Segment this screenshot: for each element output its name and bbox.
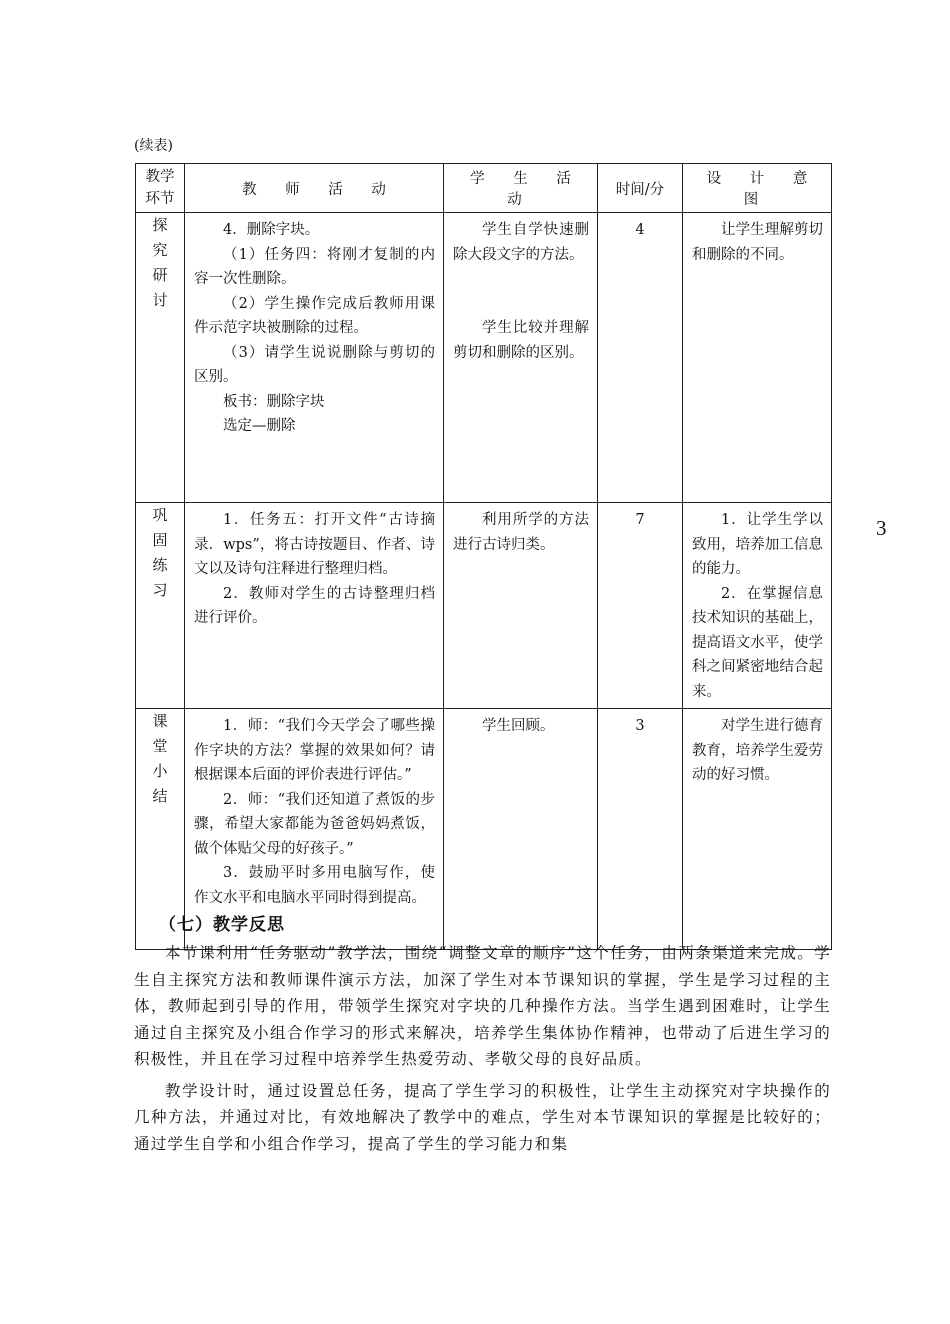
- teacher-activity-line: （3）请学生说说删除与剪切的区别。: [194, 344, 435, 385]
- section-title: （七）教学反思: [159, 915, 285, 935]
- continued-label: (续表): [134, 138, 173, 154]
- body-paragraph: 本节课利用“任务驱动”教学法，围绕“调整文章的顺序”这个任务，由两条渠道来完成。学生自主探究方法和教师课件演示方法，加深了学生对本节课知识的掌握，学生是学习过程的主体，教师起到引导的作用，带领学生探究对字块的几种操作方法。当学生遇到困难时，让学生通过自主探究及小组合作学习的形式来解决，培养学生集体协作精神，也带动了后进生学习的积极性，并且在学习过程中培养学生热爱劳动、孝敬父母的良好品质。: [134, 944, 831, 1068]
- stage-char: 课: [152, 712, 168, 730]
- teacher-activity-line: 2．师：“我们还知道了煮饭的步骤，希望大家都能为爸爸妈妈煮饭，做个体贴父母的好孩子。”: [194, 791, 435, 857]
- lesson-table: [135, 163, 832, 950]
- design-intent-cell: [683, 213, 832, 503]
- design-intent-line: 对学生进行德育教育，培养学生爱劳动的好习惯。: [692, 718, 823, 783]
- stage-char: 练: [152, 556, 168, 574]
- body-paragraph: 教学设计时，通过设置总任务，提高了学生学习的积极性，让学生主动探究对字块操作的几种方法，并通过对比，有效地解决了教学中的难点，学生对本节课知识的掌握是比较好的；通过学生自学和小组合作学习，提高了学生的学习能力和集: [134, 1081, 831, 1153]
- stage-cell: [136, 213, 185, 503]
- time-value: 4: [635, 222, 645, 238]
- student-activity-cell: [444, 213, 598, 503]
- teacher-activity-cell: [185, 503, 444, 709]
- student-activity-line: 利用所学的方法进行古诗归类。: [453, 512, 589, 553]
- teacher-activity-cell: [185, 213, 444, 503]
- header-student: 学 生 活 动: [444, 164, 598, 213]
- table-header-row: [136, 164, 832, 213]
- stage-char: 习: [152, 581, 168, 599]
- teacher-activity-line: 选定—删除: [223, 418, 296, 434]
- design-intent-cell: [683, 503, 832, 709]
- header-teacher: 教 师 活 动: [185, 164, 444, 213]
- time-cell: [598, 213, 683, 503]
- stage-char: 小: [152, 762, 168, 780]
- header-stage-text: 教学环节: [145, 169, 175, 207]
- stage-char: 固: [152, 531, 168, 549]
- teacher-activity-line: 板书：删除字块: [223, 393, 325, 410]
- time-cell: [598, 709, 683, 950]
- design-intent-line: 让学生理解剪切和删除的不同。: [692, 222, 823, 263]
- table-row: [136, 213, 832, 503]
- design-intent-cell: [683, 709, 832, 950]
- design-intent-line: 1．让学生学以致用，培养加工信息的能力。: [692, 512, 823, 577]
- student-activity-line: 学生回顾。: [482, 718, 555, 734]
- stage-char: 结: [152, 787, 168, 805]
- time-cell: [598, 503, 683, 709]
- stage-char: 巩: [152, 506, 168, 524]
- teacher-activity-line: （2）学生操作完成后教师用课件示范字块被删除的过程。: [194, 295, 435, 336]
- teacher-activity-line: 2．教师对学生的古诗整理归档进行评价。: [194, 585, 435, 626]
- stage-char: 研: [152, 266, 168, 284]
- section-body: [134, 940, 831, 1162]
- teacher-activity-line: 4．删除字块。: [223, 222, 320, 238]
- teacher-activity-line: （1）任务四：将刚才复制的内容一次性删除。: [194, 246, 435, 287]
- student-activity-cell: [444, 709, 598, 950]
- table-row: [136, 503, 832, 709]
- student-activity-line: 学生比较并理解剪切和删除的区别。: [453, 320, 589, 361]
- design-intent-line: 2．在掌握信息技术知识的基础上，提高语文水平，使学科之间紧密地结合起来。: [692, 585, 823, 700]
- teacher-activity-line: 1．师：“我们今天学会了哪些操作字块的方法？掌握的效果如何？请根据课本后面的评价表进行评估。”: [194, 718, 435, 783]
- stage-char: 探: [152, 216, 168, 234]
- time-value: 7: [635, 512, 645, 528]
- header-stage: [136, 164, 185, 213]
- page-number: 3: [876, 516, 887, 540]
- student-activity-line: 学生自学快速删除大段文字的方法。: [453, 222, 589, 263]
- student-activity-cell: [444, 503, 598, 709]
- stage-char: 堂: [152, 737, 168, 755]
- teacher-activity-line: 3．鼓励平时多用电脑写作，使作文水平和电脑水平同时得到提高。: [194, 865, 435, 906]
- stage-cell: [136, 503, 185, 709]
- header-time: 时间/分: [598, 164, 683, 213]
- header-design: 设 计 意 图: [683, 164, 832, 213]
- stage-char: 讨: [152, 291, 168, 309]
- teacher-activity-line: 1．任务五：打开文件“古诗摘录．wps”，将古诗按题目、作者、诗文以及诗句注释进行整理归档。: [194, 512, 435, 577]
- time-value: 3: [635, 718, 645, 734]
- stage-char: 究: [152, 241, 168, 259]
